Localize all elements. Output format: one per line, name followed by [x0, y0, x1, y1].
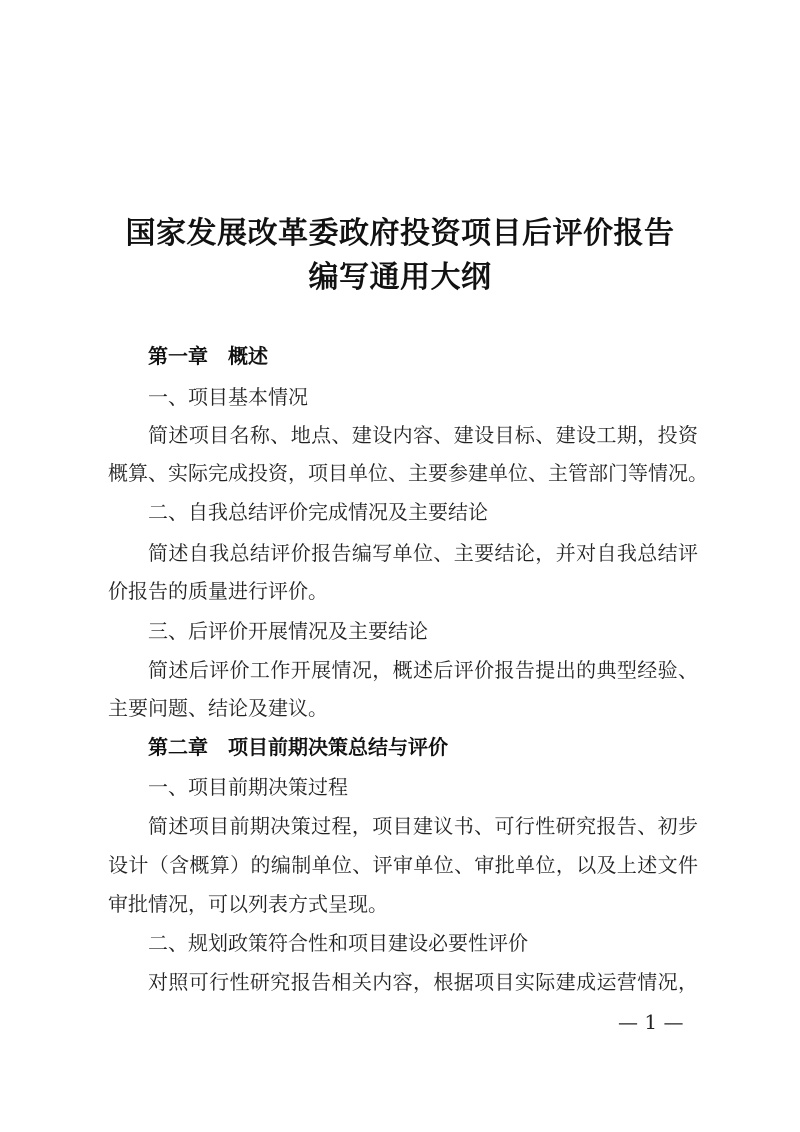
document-title-line-1: 国家发展改革委政府投资项目后评价报告: [125, 216, 675, 251]
chapter-heading-2: 第二章 项目前期决策总结与评价: [148, 735, 448, 759]
paragraph-line: 对照可行性研究报告相关内容，根据项目实际建成运营情况，: [148, 970, 698, 994]
paragraph-line: 简述后评价工作开展情况，概述后评价报告提出的典型经验、: [148, 658, 698, 682]
document-title-line-2: 编写通用大纲: [308, 260, 492, 295]
paragraph-line: 主要问题、结论及建议。: [108, 696, 328, 720]
paragraph-line: 简述自我总结评价报告编写单位、主要结论，并对自我总结评: [148, 541, 698, 565]
chapter-heading-1: 第一章 概述: [148, 344, 268, 368]
section-heading: 二、规划政策符合性和项目建设必要性评价: [148, 931, 528, 955]
paragraph-line: 简述项目前期决策过程，项目建议书、可行性研究报告、初步: [148, 814, 698, 838]
section-heading: 二、自我总结评价完成情况及主要结论: [148, 500, 488, 524]
paragraph-line: 价报告的质量进行评价。: [108, 579, 328, 603]
section-heading: 一、项目基本情况: [148, 385, 308, 409]
paragraph-line: 审批情况，可以列表方式呈现。: [108, 892, 388, 916]
paragraph-line: 设计（含概算）的编制单位、评审单位、审批单位，以及上述文件: [108, 853, 698, 877]
section-heading: 三、后评价开展情况及主要结论: [148, 619, 428, 643]
page-number: — 1 —: [618, 1010, 684, 1034]
paragraph-line: 简述项目名称、地点、建设内容、建设目标、建设工期，投资: [148, 423, 698, 447]
section-heading: 一、项目前期决策过程: [148, 775, 348, 799]
paragraph-line: 概算、实际完成投资，项目单位、主要参建单位、主管部门等情况。: [108, 461, 708, 485]
